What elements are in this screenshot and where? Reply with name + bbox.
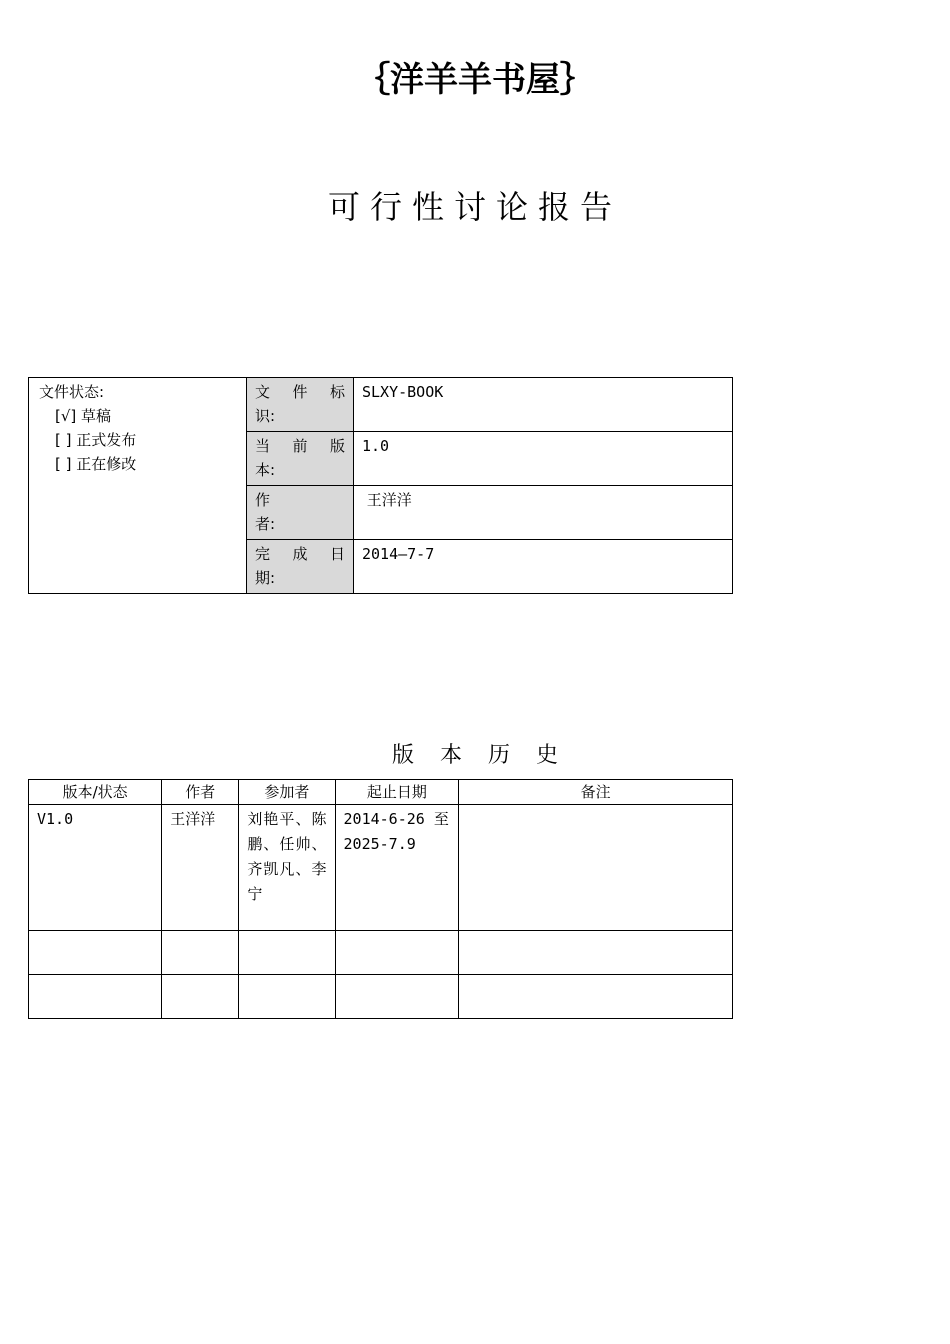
history-version-cell [29, 975, 162, 1019]
history-participants-cell [239, 931, 335, 975]
history-notes-cell [459, 805, 733, 931]
report-title: 可行性讨论报告 [327, 188, 622, 226]
author-label-cell [247, 486, 354, 540]
column-header-dates: 起止日期 [335, 780, 459, 805]
version-label: 当 前 版 [255, 437, 345, 455]
history-author-cell [162, 975, 239, 1019]
column-header-author: 作者 [162, 780, 239, 805]
history-participants-cell: 刘艳平、陈鹏、任帅、 齐凯凡、李宁 [239, 805, 335, 931]
history-dates-cell [335, 931, 459, 975]
history-version-cell [29, 931, 162, 975]
status-option-draft: [√] 草稿 [55, 407, 112, 425]
status-option-revising: [ ] 正在修改 [55, 455, 137, 473]
version-value: 1.0 [354, 432, 733, 486]
status-option-published: [ ] 正式发布 [55, 431, 137, 449]
author-value: 王洋洋 [354, 486, 733, 540]
table-row [29, 975, 733, 1019]
history-dates-cell [335, 975, 459, 1019]
file-id-value: SLXY-BOOK [354, 378, 733, 432]
version-history-title: 版本历史 [391, 743, 584, 768]
completion-date-label: 完 成 日 [255, 545, 345, 563]
history-version-cell: V1.0 [29, 805, 162, 931]
completion-date-value: 2014—7-7 [354, 540, 733, 594]
version-label-cell [247, 432, 354, 486]
history-header-row [29, 780, 733, 805]
history-author-cell: 王洋洋 [162, 805, 239, 931]
history-notes-cell [459, 975, 733, 1019]
history-author-cell [162, 931, 239, 975]
info-row [29, 378, 733, 432]
column-header-participants: 参加者 [239, 780, 335, 805]
column-header-version: 版本/状态 [29, 780, 162, 805]
document-info-table [28, 377, 733, 594]
file-id-label-cell [247, 378, 354, 432]
file-status-cell [29, 378, 247, 594]
file-id-label-end: 识: [255, 407, 276, 425]
history-participants-cell [239, 975, 335, 1019]
history-notes-cell [459, 931, 733, 975]
file-status-label: 文件状态: [39, 383, 105, 401]
version-label-end: 本: [255, 461, 276, 479]
completion-date-label-end: 期: [255, 569, 276, 587]
author-label-end: 者: [255, 515, 276, 533]
column-header-notes: 备注 [459, 780, 733, 805]
completion-date-label-cell [247, 540, 354, 594]
file-id-label: 文 件 标 [255, 383, 345, 401]
version-history-table [28, 779, 733, 1019]
history-dates-cell: 2014-6-26 至 2025-7.9 [335, 805, 459, 931]
author-label: 作 [255, 491, 271, 509]
document-title: ｛洋羊羊书屋｝ [356, 60, 594, 100]
table-row [29, 805, 733, 931]
table-row [29, 931, 733, 975]
